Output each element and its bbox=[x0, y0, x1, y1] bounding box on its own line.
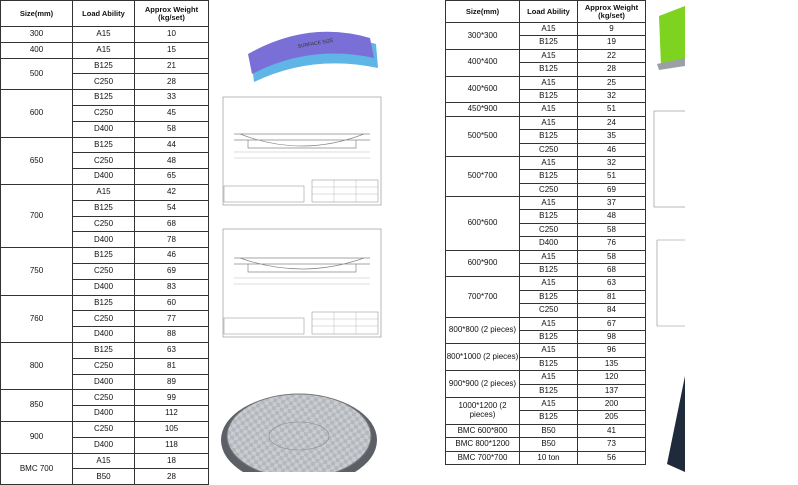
load-ability-cell: A15 bbox=[520, 344, 578, 357]
table-row bbox=[1, 184, 209, 200]
dark-cover-render-cropped bbox=[653, 368, 685, 472]
weight-cell: 68 bbox=[578, 264, 646, 277]
load-ability-cell: C250 bbox=[73, 153, 135, 169]
load-ability-cell: D400 bbox=[73, 121, 135, 137]
load-ability-cell: C250 bbox=[73, 358, 135, 374]
weight-cell: 37 bbox=[578, 197, 646, 210]
weight-cell: 46 bbox=[135, 248, 209, 264]
weight-cell: 99 bbox=[135, 390, 209, 406]
load-ability-cell: B125 bbox=[520, 330, 578, 343]
weight-cell: 48 bbox=[578, 210, 646, 223]
table-row bbox=[446, 277, 646, 290]
weight-cell: 77 bbox=[135, 311, 209, 327]
load-ability-cell: D400 bbox=[73, 232, 135, 248]
header-approx-weight: Approx Weight (kg/set) bbox=[578, 1, 646, 23]
table-row bbox=[446, 424, 646, 437]
load-ability-cell: B125 bbox=[73, 90, 135, 106]
table-row bbox=[1, 90, 209, 106]
weight-cell: 15 bbox=[135, 42, 209, 58]
weight-cell: 76 bbox=[578, 237, 646, 250]
weight-cell: 58 bbox=[578, 223, 646, 236]
table-row bbox=[1, 390, 209, 406]
weight-cell: 41 bbox=[578, 424, 646, 437]
table-row bbox=[446, 23, 646, 36]
table-row bbox=[1, 248, 209, 264]
weight-cell: 84 bbox=[578, 304, 646, 317]
weight-cell: 137 bbox=[578, 384, 646, 397]
load-ability-cell: B125 bbox=[73, 342, 135, 358]
size-cell: 750 bbox=[1, 248, 73, 295]
load-ability-cell: B50 bbox=[73, 469, 135, 485]
size-cell: 500*500 bbox=[446, 116, 520, 156]
weight-cell: 25 bbox=[578, 76, 646, 89]
weight-cell: 9 bbox=[578, 23, 646, 36]
load-ability-cell: A15 bbox=[520, 371, 578, 384]
load-ability-cell: A15 bbox=[520, 116, 578, 129]
weight-cell: 33 bbox=[135, 90, 209, 106]
load-ability-cell: A15 bbox=[520, 197, 578, 210]
load-ability-cell: A15 bbox=[520, 156, 578, 169]
table-row bbox=[446, 397, 646, 410]
load-ability-cell: C250 bbox=[520, 223, 578, 236]
load-ability-cell: B125 bbox=[520, 170, 578, 183]
weight-cell: 63 bbox=[135, 342, 209, 358]
technical-drawing-cropped bbox=[653, 110, 685, 210]
table-row bbox=[446, 116, 646, 129]
load-ability-cell: B125 bbox=[73, 58, 135, 74]
header-approx-weight: Approx Weight (kg/set) bbox=[135, 1, 209, 27]
load-ability-cell: A15 bbox=[520, 23, 578, 36]
technical-drawing-1 bbox=[222, 96, 382, 206]
weight-cell: 24 bbox=[578, 116, 646, 129]
load-ability-cell: D400 bbox=[73, 169, 135, 185]
size-cell: 500 bbox=[1, 58, 73, 90]
weight-cell: 83 bbox=[135, 279, 209, 295]
load-ability-cell: D400 bbox=[73, 406, 135, 422]
size-cell: 900*900 (2 pieces) bbox=[446, 371, 520, 398]
weight-cell: 42 bbox=[135, 184, 209, 200]
size-cell: BMC 700 bbox=[1, 453, 73, 485]
load-ability-cell: D400 bbox=[73, 327, 135, 343]
size-cell: 400*400 bbox=[446, 49, 520, 76]
load-ability-cell: A15 bbox=[520, 103, 578, 116]
table-row bbox=[446, 317, 646, 330]
weight-cell: 21 bbox=[135, 58, 209, 74]
table-row bbox=[446, 103, 646, 116]
cover-surface-label: SURFACE SIZE bbox=[297, 37, 334, 50]
technical-drawing-cropped-2 bbox=[653, 236, 685, 336]
size-cell: 1000*1200 (2 pieces) bbox=[446, 397, 520, 424]
weight-cell: 200 bbox=[578, 397, 646, 410]
load-ability-cell: B125 bbox=[520, 210, 578, 223]
load-ability-cell: A15 bbox=[520, 397, 578, 410]
size-cell: 850 bbox=[1, 390, 73, 422]
load-ability-cell: D400 bbox=[73, 279, 135, 295]
load-ability-cell: B125 bbox=[520, 357, 578, 370]
size-cell: 600*900 bbox=[446, 250, 520, 277]
weight-cell: 60 bbox=[135, 295, 209, 311]
cover-3d-render bbox=[238, 24, 386, 86]
weight-cell: 54 bbox=[135, 200, 209, 216]
header-load-ability: Load Ability bbox=[520, 1, 578, 23]
weight-cell: 81 bbox=[135, 358, 209, 374]
weight-cell: 69 bbox=[578, 183, 646, 196]
size-cell: 400 bbox=[1, 42, 73, 58]
table-row bbox=[1, 342, 209, 358]
weight-cell: 28 bbox=[135, 74, 209, 90]
weight-cell: 105 bbox=[135, 421, 209, 437]
weight-cell: 78 bbox=[135, 232, 209, 248]
load-ability-cell: B125 bbox=[520, 63, 578, 76]
load-ability-cell: C250 bbox=[73, 105, 135, 121]
load-ability-cell: A15 bbox=[520, 317, 578, 330]
table-row bbox=[446, 371, 646, 384]
table-row bbox=[1, 58, 209, 74]
load-ability-cell: B125 bbox=[520, 411, 578, 424]
load-ability-cell: D400 bbox=[520, 237, 578, 250]
table-row bbox=[446, 344, 646, 357]
weight-cell: 45 bbox=[135, 105, 209, 121]
table-row bbox=[1, 42, 209, 58]
size-cell: 900 bbox=[1, 421, 73, 453]
load-ability-cell: A15 bbox=[73, 453, 135, 469]
load-ability-cell: A15 bbox=[73, 27, 135, 43]
weight-cell: 81 bbox=[578, 290, 646, 303]
weight-cell: 73 bbox=[578, 438, 646, 451]
weight-cell: 88 bbox=[135, 327, 209, 343]
load-ability-cell: C250 bbox=[520, 183, 578, 196]
table-row bbox=[446, 250, 646, 263]
weight-cell: 120 bbox=[578, 371, 646, 384]
load-ability-cell: D400 bbox=[73, 374, 135, 390]
load-ability-cell: B125 bbox=[73, 248, 135, 264]
load-ability-cell: D400 bbox=[73, 437, 135, 453]
weight-cell: 56 bbox=[578, 451, 646, 464]
size-cell: 800 bbox=[1, 342, 73, 389]
weight-cell: 22 bbox=[578, 49, 646, 62]
load-ability-cell: C250 bbox=[73, 311, 135, 327]
size-cell: BMC 800*1200 bbox=[446, 438, 520, 451]
size-cell: 700 bbox=[1, 184, 73, 247]
size-cell: 500*700 bbox=[446, 156, 520, 196]
load-ability-cell: B125 bbox=[520, 384, 578, 397]
weight-cell: 69 bbox=[135, 263, 209, 279]
load-ability-cell: C250 bbox=[520, 143, 578, 156]
weight-cell: 28 bbox=[135, 469, 209, 485]
size-cell: 300*300 bbox=[446, 23, 520, 50]
load-ability-cell: C250 bbox=[73, 74, 135, 90]
weight-cell: 44 bbox=[135, 137, 209, 153]
size-cell: 450*900 bbox=[446, 103, 520, 116]
weight-cell: 63 bbox=[578, 277, 646, 290]
load-ability-cell: B125 bbox=[73, 137, 135, 153]
table-row bbox=[1, 453, 209, 469]
weight-cell: 118 bbox=[135, 437, 209, 453]
weight-cell: 96 bbox=[578, 344, 646, 357]
load-ability-cell: C250 bbox=[520, 304, 578, 317]
weight-cell: 89 bbox=[135, 374, 209, 390]
load-ability-cell: B125 bbox=[73, 295, 135, 311]
load-ability-cell: C250 bbox=[73, 216, 135, 232]
table-row bbox=[1, 295, 209, 311]
table-row bbox=[446, 49, 646, 62]
load-ability-cell: A15 bbox=[73, 42, 135, 58]
table-row bbox=[1, 421, 209, 437]
load-ability-cell: 10 ton bbox=[520, 451, 578, 464]
left-spec-table bbox=[0, 0, 209, 485]
size-cell: 800*1000 (2 pieces) bbox=[446, 344, 520, 371]
size-cell: BMC 700*700 bbox=[446, 451, 520, 464]
weight-cell: 58 bbox=[578, 250, 646, 263]
table-row bbox=[446, 451, 646, 464]
load-ability-cell: A15 bbox=[520, 277, 578, 290]
weight-cell: 28 bbox=[578, 63, 646, 76]
load-ability-cell: A15 bbox=[520, 49, 578, 62]
weight-cell: 65 bbox=[135, 169, 209, 185]
weight-cell: 10 bbox=[135, 27, 209, 43]
load-ability-cell: B50 bbox=[520, 438, 578, 451]
weight-cell: 32 bbox=[578, 156, 646, 169]
weight-cell: 32 bbox=[578, 89, 646, 102]
weight-cell: 18 bbox=[135, 453, 209, 469]
weight-cell: 51 bbox=[578, 170, 646, 183]
load-ability-cell: B125 bbox=[73, 200, 135, 216]
size-cell: 400*600 bbox=[446, 76, 520, 103]
size-cell: 700*700 bbox=[446, 277, 520, 317]
cover-lid bbox=[227, 394, 371, 472]
size-cell: 800*800 (2 pieces) bbox=[446, 317, 520, 344]
size-cell: 600*600 bbox=[446, 197, 520, 251]
load-ability-cell: C250 bbox=[73, 421, 135, 437]
load-ability-cell: C250 bbox=[73, 263, 135, 279]
size-cell: BMC 600*800 bbox=[446, 424, 520, 437]
load-ability-cell: A15 bbox=[520, 250, 578, 263]
load-ability-cell: C250 bbox=[73, 390, 135, 406]
load-ability-cell: B125 bbox=[520, 264, 578, 277]
table-row bbox=[446, 76, 646, 89]
table-row bbox=[1, 137, 209, 153]
weight-cell: 205 bbox=[578, 411, 646, 424]
size-cell: 300 bbox=[1, 27, 73, 43]
weight-cell: 48 bbox=[135, 153, 209, 169]
weight-cell: 67 bbox=[578, 317, 646, 330]
size-cell: 760 bbox=[1, 295, 73, 342]
weight-cell: 35 bbox=[578, 130, 646, 143]
right-spec-table bbox=[445, 0, 646, 465]
table-row bbox=[1, 27, 209, 43]
load-ability-cell: A15 bbox=[520, 76, 578, 89]
green-cover-render-cropped bbox=[655, 0, 685, 80]
load-ability-cell: B50 bbox=[520, 424, 578, 437]
weight-cell: 112 bbox=[135, 406, 209, 422]
weight-cell: 58 bbox=[135, 121, 209, 137]
load-ability-cell: B125 bbox=[520, 89, 578, 102]
weight-cell: 51 bbox=[578, 103, 646, 116]
load-ability-cell: B125 bbox=[520, 36, 578, 49]
table-row bbox=[446, 438, 646, 451]
weight-cell: 98 bbox=[578, 330, 646, 343]
size-cell: 600 bbox=[1, 90, 73, 137]
table-row bbox=[446, 197, 646, 210]
round-cover-render bbox=[218, 368, 380, 472]
load-ability-cell: B125 bbox=[520, 130, 578, 143]
header-size: Size(mm) bbox=[1, 1, 73, 27]
table-row bbox=[446, 156, 646, 169]
load-ability-cell: B125 bbox=[520, 290, 578, 303]
load-ability-cell: A15 bbox=[73, 184, 135, 200]
weight-cell: 19 bbox=[578, 36, 646, 49]
header-size: Size(mm) bbox=[446, 1, 520, 23]
technical-drawing-2 bbox=[222, 228, 382, 338]
weight-cell: 46 bbox=[578, 143, 646, 156]
weight-cell: 135 bbox=[578, 357, 646, 370]
weight-cell: 68 bbox=[135, 216, 209, 232]
size-cell: 650 bbox=[1, 137, 73, 184]
header-load-ability: Load Ability bbox=[73, 1, 135, 27]
